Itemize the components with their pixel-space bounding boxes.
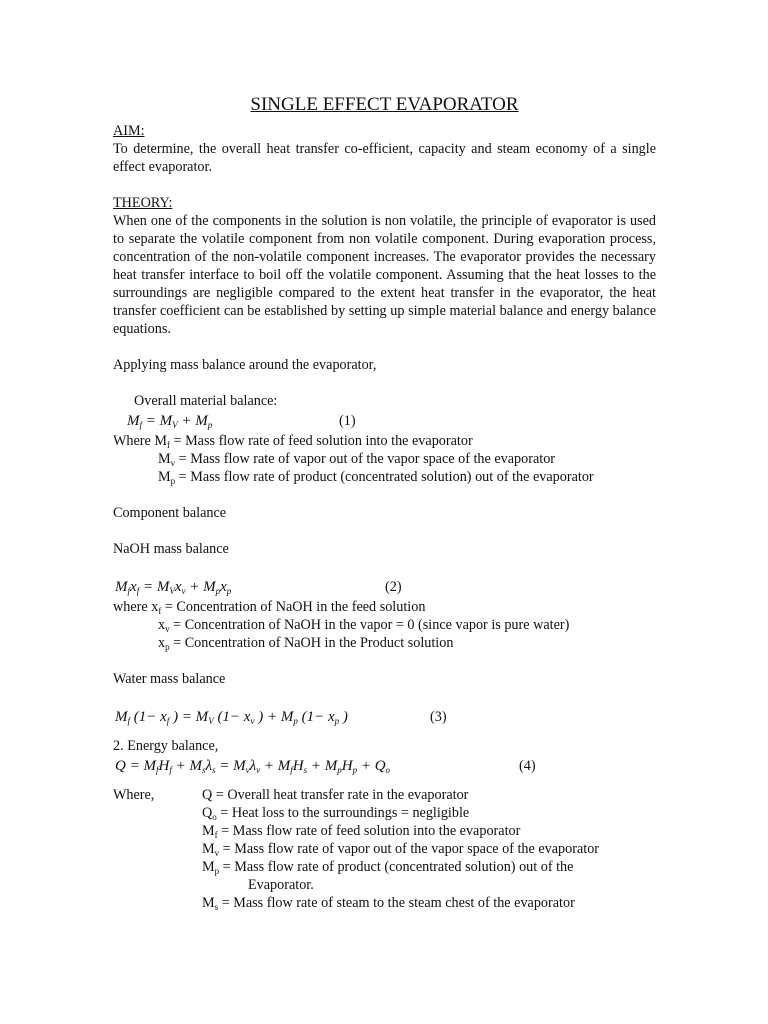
energy-where-label: Where, bbox=[113, 787, 155, 803]
def-mf: = Mass flow rate of feed solution into the evaporator bbox=[217, 823, 521, 839]
where-mv-text: = Mass flow rate of vapor out of the vapor space of the evaporator bbox=[175, 451, 556, 467]
where-mf-label: Where M bbox=[113, 433, 167, 449]
document-page bbox=[113, 94, 656, 912]
where-mf-line bbox=[113, 432, 656, 450]
equation-2-formula: $M_fx_f = M_Vx_v + M_px_p$ bbox=[115, 579, 232, 596]
equation-3-number: (3) bbox=[430, 709, 447, 725]
aim-heading: AIM: bbox=[113, 123, 145, 139]
equation-2 bbox=[113, 576, 656, 598]
energy-heading: 2. Energy balance, bbox=[113, 738, 219, 754]
where-mp-line: $M_p$ = Mass flow rate of product (concentrated solution) out of the evaporator bbox=[158, 469, 594, 486]
def-mp-cont: Evaporator. bbox=[248, 877, 314, 893]
energy-where-q bbox=[113, 786, 656, 804]
component-balance-heading: Component balance bbox=[113, 505, 227, 521]
naoh-heading: NaOH mass balance bbox=[113, 541, 229, 557]
equation-4-formula: $Q = M_fH_f + M_s\lambda_s = M_v\lambda_v + M_fH_s + M_pH_p + Q_o$ bbox=[115, 758, 391, 775]
equation-2-number: (2) bbox=[385, 579, 402, 595]
where-xf-text: = Concentration of NaOH in the feed solution bbox=[161, 599, 426, 615]
where-xf-line: where $x_f$ = Concentration of NaOH in the feed solution bbox=[113, 599, 426, 616]
theory-text: When one of the components in the solution is non volatile, the principle of evaporator is used to separate the volatile component from non volatile component. During evaporation process, concentration of the non-volatile component increases. The evaporator provides the necessary heat transfer interface to boil off the volatile component. Assuming that the heat losses to the surroundings are negligible compared to the extent heat transfer in the evaporator, the heat transfer coefficient can be established by setting up simple material balance and energy balance equations. bbox=[113, 213, 656, 337]
where-mv-line: $M_v$ = Mass flow rate of vapor out of the vapor space of the evaporator bbox=[158, 451, 556, 468]
where-mp-text: = Mass flow rate of product (concentrated solution) out of the evaporator bbox=[175, 469, 594, 485]
where-xp-text: = Concentration of NaOH in the Product solution bbox=[169, 635, 454, 651]
overall-balance-heading: Overall material balance: bbox=[134, 393, 278, 409]
energy-where-mv: $M_v$ = Mass flow rate of vapor out of the vapor space of the evaporator bbox=[202, 841, 600, 858]
equation-1-formula: $M_f = M_V + M_p$ bbox=[127, 413, 213, 430]
energy-where-ms: $M_s$ = Mass flow rate of steam to the steam chest of the evaporator bbox=[202, 895, 575, 912]
def-qo: = Heat loss to the surroundings = negligible bbox=[216, 805, 470, 821]
energy-where-mp: $M_p$ = Mass flow rate of product (concentrated solution) out of the bbox=[202, 859, 574, 876]
where-xv-text: = Concentration of NaOH in the vapor = 0 (since vapor is pure water) bbox=[169, 617, 570, 633]
energy-where-mp-cont bbox=[113, 876, 656, 894]
def-ms: = Mass flow rate of steam to the steam chest of the evaporator bbox=[218, 895, 575, 911]
energy-where-qo: $Q_o$ = Heat loss to the surroundings = negligible bbox=[202, 805, 470, 822]
water-heading: Water mass balance bbox=[113, 671, 226, 687]
equation-3-formula: $M_f$ ($1- x_f$ ) = $M_V$ ($1- x_v$ ) + $M_p$ ($1- x_p$ ) bbox=[115, 709, 348, 726]
mass-balance-intro: Applying mass balance around the evaporator, bbox=[113, 357, 377, 373]
where-mf-sub: f bbox=[166, 440, 170, 450]
equation-4-number: (4) bbox=[519, 758, 536, 774]
where-xf-label: where x bbox=[113, 599, 159, 615]
where-mf-text: = Mass flow rate of feed solution into the evaporator bbox=[169, 433, 473, 449]
document-title: SINGLE EFFECT EVAPORATOR bbox=[250, 94, 519, 115]
equation-1 bbox=[113, 410, 656, 432]
where-xv-line: $x_v$ = Concentration of NaOH in the vapor = 0 (since vapor is pure water) bbox=[158, 617, 570, 634]
where-xp-line: $x_p$ = Concentration of NaOH in the Product solution bbox=[158, 635, 454, 652]
def-q: Q = Overall heat transfer rate in the evaporator bbox=[202, 787, 469, 803]
aim-section bbox=[113, 122, 656, 176]
theory-section bbox=[113, 194, 656, 338]
equation-1-number: (1) bbox=[339, 413, 356, 429]
aim-text: To determine, the overall heat transfer co-efficient, capacity and steam economy of a single effect evaporator. bbox=[113, 141, 656, 175]
theory-heading: THEORY: bbox=[113, 195, 173, 211]
energy-where-mf: $M_f$ = Mass flow rate of feed solution into the evaporator bbox=[202, 823, 521, 840]
def-mv: = Mass flow rate of vapor out of the vapor space of the evaporator bbox=[219, 841, 600, 857]
def-mp: = Mass flow rate of product (concentrated solution) out of the bbox=[219, 859, 574, 875]
equation-3 bbox=[113, 706, 656, 728]
equation-4 bbox=[113, 755, 656, 777]
